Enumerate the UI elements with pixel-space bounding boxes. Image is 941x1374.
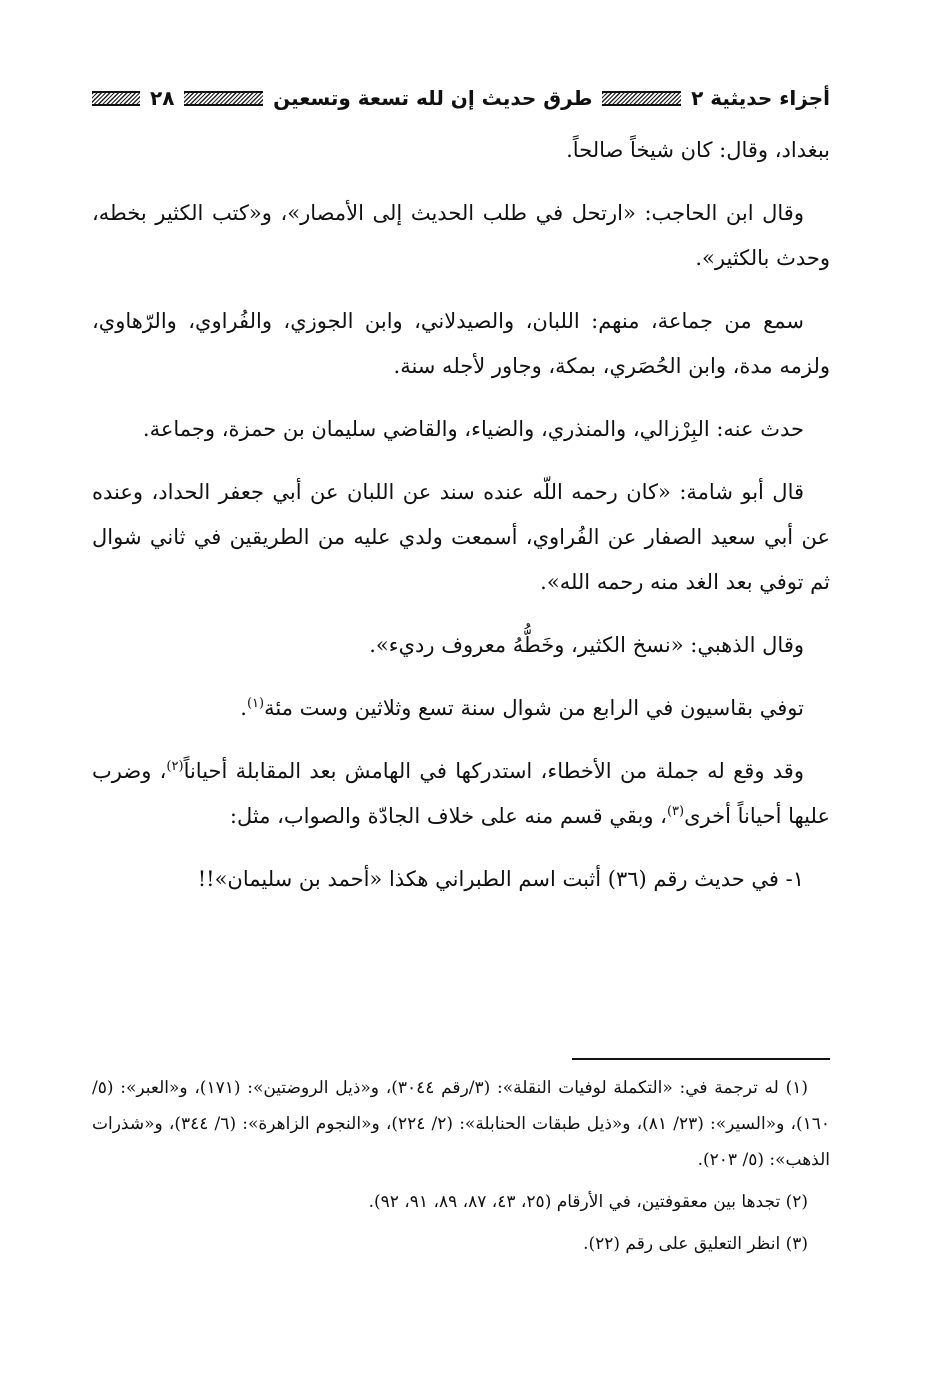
paragraph: ببغداد، وقال: كان شيخاً صالحاً. [566, 138, 830, 162]
header-rule-ornament [92, 91, 140, 106]
page-number: ٢٨ [149, 86, 175, 110]
footnote-ref: (٢) [166, 759, 184, 774]
paragraph: وقال ابن الحاجب: «ارتحل في طلب الحديث إلى الأمصار»، و«كتب الكثير بخطه، وحدث بالكثير». [92, 201, 830, 270]
paragraph: ١- في حديث رقم (٣٦) أثبت اسم الطبراني هكذا «أحمد بن سليمان»!! [197, 867, 804, 891]
paragraph [92, 686, 830, 731]
footnote-separator [572, 1058, 830, 1060]
footnote: (١) له ترجمة في: «التكملة لوفيات النقلة»: (٣/رقم ٣٠٤٤)، و«ذيل الروضتين»: (١٧١)، و«العبر»: (٥/ ١٦٠)، و«السير»: (٢٣/ ٨١)، و«ذيل طبقات الحنابلة»: (٢/ ٢٢٤)، و«النجوم الزاهرة»: (٦/ ٣٤٤)، و«شذرات الذهب»: (٥/ ٢٠٣). [92, 1078, 830, 1170]
running-header [92, 76, 830, 120]
footnote-ref: (١) [246, 696, 265, 711]
paragraph-text: ، وضرب عليها أحياناً أخرى [92, 759, 830, 828]
header-rule-ornament [602, 91, 681, 106]
paragraph-text: ، وبقي قسم منه على خلاف الجادّة والصواب، مثل: [229, 804, 667, 828]
paragraph-text: توفي بقاسيون في الرابع من شوال سنة تسع وثلاثين وست مئة [264, 696, 804, 720]
footnotes [92, 1070, 830, 1268]
header-rule-ornament [184, 91, 263, 106]
paragraph: وقال الذهبي: «نسخ الكثير، وخَطُّهُ معروف رديء». [369, 633, 804, 657]
paragraph-text: وقد وقع له جملة من الأخطاء، استدركها في الهامش بعد المقابلة أحياناً [183, 759, 804, 783]
footnote: (٣) انظر التعليق على رقم (٢٢). [583, 1234, 808, 1254]
main-text [92, 128, 830, 920]
paragraph: سمع من جماعة، منهم: اللبان، والصيدلاني، وابن الجوزي، والفُراوي، والرّهاوي، ولزمه مدة، وابن الحُصَري، بمكة، وجاور لأجله سنة. [92, 309, 830, 378]
paragraph [92, 749, 830, 839]
footnote-ref: (٣) [666, 804, 685, 819]
paragraph: حدث عنه: البِرْزالي، والمنذري، والضياء، والقاضي سليمان بن حمزة، وجماعة. [142, 417, 804, 441]
book-title: طرق حديث إن لله تسعة وتسعين [273, 86, 593, 110]
footnote: (٢) تجدها بين معقوفتين، في الأرقام (٢٥، ٤٣، ٨٧، ٨٩، ٩١، ٩٢). [368, 1192, 808, 1212]
paragraph: قال أبو شامة: «كان رحمه اللّه عنده سند عن اللبان عن أبي جعفر الحداد، وعنده عن أبي سعيد الصفار عن الفُراوي، أسمعت ولدي عليه من الطريقين في ثاني شوال ثم توفي بعد الغد منه رحمه الله». [92, 480, 830, 594]
series-title: أجزاء حديثية ٢ [691, 86, 830, 110]
paragraph-text: . [240, 696, 247, 720]
